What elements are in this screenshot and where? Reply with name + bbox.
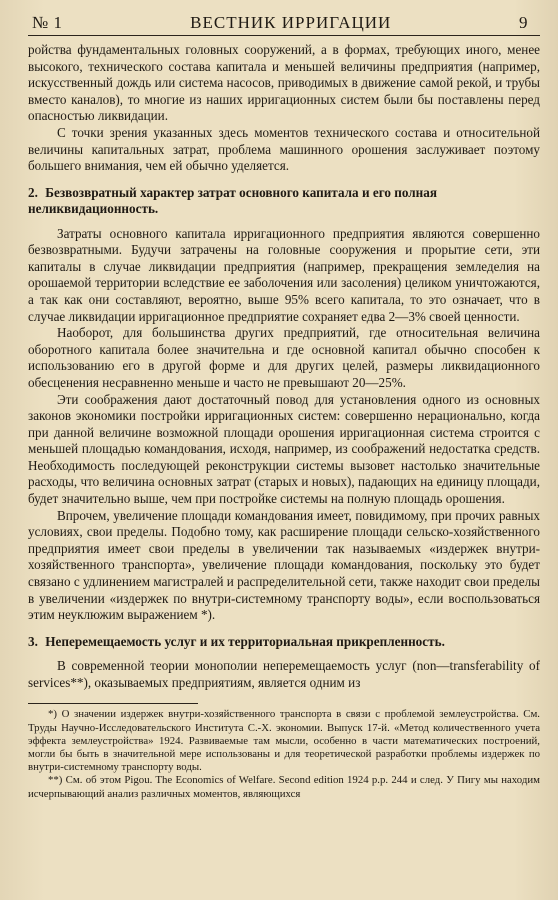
section-2-number: 2. [28, 184, 38, 200]
section-3-number: 3. [28, 633, 38, 649]
footnote-2: **) См. об этом Pigou. The Economics of Welfare. Second edition 1924 p.p. 244 и след. У Пигу мы находим исчерпывающий анализ различных моментов, являющихся [28, 774, 540, 800]
section-2-heading [28, 185, 540, 218]
paragraph-5: Эти соображения дают достаточный повод для установления одного из основных законов экономики постройки ирригационных систем: совершенно нерационально, когда при данной величине возможной площади орошения ирригационная система строится с меньшей площадью командования, исходя, например, из соображений недостатка средств. Необходимость последующей реконструкции системы вызовет настолько значительные расходы, что величина основных затрат (старых и новых), падающих на единицу площади, будет значительно выше, чем при постройке системы на полную площадь орошения. [28, 391, 540, 507]
page-header [28, 0, 540, 36]
page-number: 9 [519, 13, 528, 32]
footnote-1: *) О значении издержек внутри-хозяйственного транспорта в связи с проблемой землеустройства. См. Труды Научно-Исследовательского Института С.-Х. экономии. Выпуск 17-й. «Метод количественного учета эффекта землеустройства» 1924. Развиваемые там мысли, особенно в части математических построений, могли бы быть в значительной мере использованы и для теоретической разработки проблемы издержек по внутри-системному транспорту воды. [28, 708, 540, 774]
paragraph-2: С точки зрения указанных здесь моментов технического состава и относительной величины капитальных затрат, проблема машинного орошения заслуживает поэтому большего внимания, чем ей обычно уделяется. [28, 124, 540, 174]
section-3-heading [28, 634, 540, 650]
journal-title: ВЕСТНИК ИРРИГАЦИИ [190, 13, 392, 32]
paragraph-3: Затраты основного капитала ирригационного предприятия являются совершенно безвозвратными. Будучи затрачены на головные сооружения и прорытие сети, эти капиталы в случае ликвидации предприятия (например, прекращения земледелия на орошаемой территории вследствие ее заболочения или засоления) целиком уничтожаются, а так как они составляют, вероятно, выше 95% всего капитала, то это означает, что в случае ликвидации ирригационное предприятие сохраняет едва 2—3% своей ценности. [28, 225, 540, 324]
paragraph-1: ройства фундаментальных головных сооружений, а в формах, требующих иного, менее высокого, технического состава капитала и меньшей величины предприятия (например, искусственный дождь или система насосов, приводимых в движение самой рекой, и трубы вместо каналов), то многие из наших ирригационных систем были бы поставлены перед опасностью ликвидации. [28, 42, 540, 124]
section-2-title: Безвозвратный характер затрат основного капитала и его полная неликвидационность. [28, 184, 437, 217]
paragraph-4: Наоборот, для большинства других предприятий, где относительная величина оборотного капитала более значительна и где основной капитал обычно способен к использованию его в другой форме и для других целей, размеры ликвидационного обесценения несравненно меньше и часто не превышают 20—25%. [28, 325, 540, 390]
section-3-title: Неперемещаемость услуг и их территориальная прикрепленность. [45, 633, 445, 649]
paragraph-6: Впрочем, увеличение площади командования имеет, повидимому, при прочих равных условиях, свои пределы. Подобно тому, как расширение площади сельско-хозяйственного предприятия имеет свои пределы в увеличении так называемых «издержек внутри-хозяйственного транспорта», увеличение площади командования, поскольку это будет связано с удлинением магистралей и распределительной сети, также находит свои пределы в увеличении «издержек по внутри-системному транспорту воды», если воспользоваться этим неуклюжим выражением *). [28, 507, 540, 623]
issue-number: № 1 [32, 13, 63, 32]
footnote-divider [28, 703, 198, 704]
paragraph-7: В современной теории монополии неперемещаемость услуг (non—transferability of services**), оказываемых предприятиям, является одним из [28, 658, 540, 690]
